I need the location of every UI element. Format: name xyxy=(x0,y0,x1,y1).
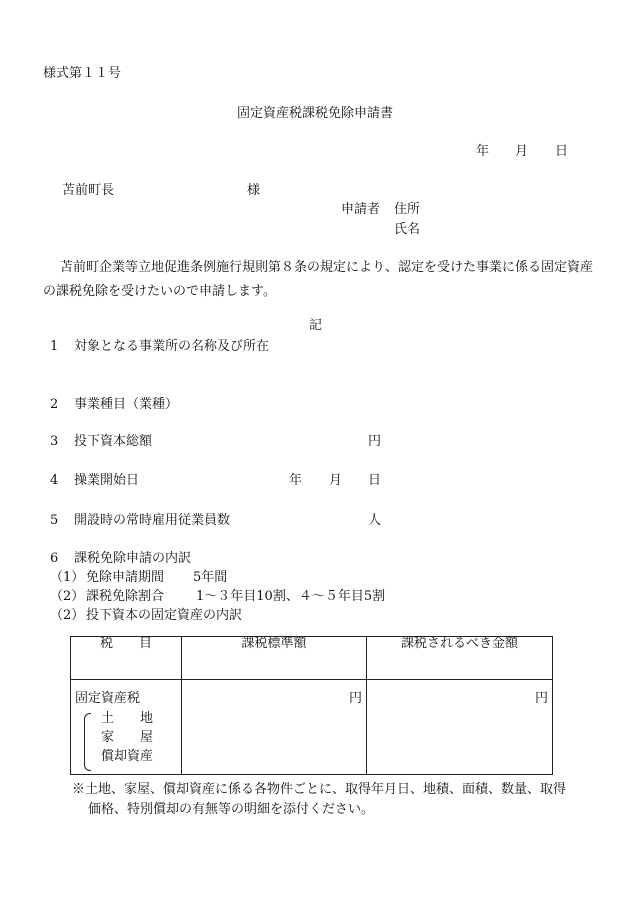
addressee-honorific: 様 xyxy=(247,183,261,198)
date-year: 年 xyxy=(476,144,490,159)
sub-item-2-label: 課税免除割合 xyxy=(86,589,165,604)
taxable-standard-cell[interactable] xyxy=(182,680,367,775)
note-line-2: 価格、特別償却の有無等の明細を添付ください。 xyxy=(88,802,375,817)
tax-amount-cell[interactable] xyxy=(367,680,553,775)
item-5-unit: 人 xyxy=(368,513,382,528)
sub-item-3-label: 投下資本の固定資産の内訳 xyxy=(86,608,243,623)
sub-item-1-number: （1） xyxy=(50,570,85,585)
item-3-unit: 円 xyxy=(368,434,382,449)
applicant-address-label: 住所 xyxy=(394,202,421,217)
date-month: 月 xyxy=(515,144,529,159)
applicant-name-label: 氏名 xyxy=(394,222,421,237)
item-6-label: 課税免除申請の内訳 xyxy=(74,551,192,566)
item-3-label: 投下資本総額 xyxy=(74,434,153,449)
form-number: 様式第１１号 xyxy=(43,66,122,81)
tax-item-cell xyxy=(71,680,182,775)
header-taxable-standard: 課税標準額 xyxy=(182,637,367,680)
yen-unit: 円 xyxy=(348,691,362,706)
item-1-label: 対象となる事業所の名称及び所在 xyxy=(74,339,270,354)
item-5-number: 5 xyxy=(50,513,59,528)
item-6-number: 6 xyxy=(50,551,59,566)
sub-item-1-label: 免除申請期間 xyxy=(86,570,165,585)
addressee-name: 苫前町長 xyxy=(62,183,115,198)
tax-name: 固定資産税 xyxy=(75,691,141,706)
date-day: 日 xyxy=(555,144,569,159)
sub-item-2-value: 1～３年目10割、４～５年目5割 xyxy=(196,589,386,604)
item-4-month: 月 xyxy=(329,473,343,488)
table-header-row xyxy=(71,637,553,680)
sub-item-3-number: （2） xyxy=(50,608,85,623)
sub-row-house: 家 屋 xyxy=(101,730,154,745)
item-4-year: 年 xyxy=(289,473,303,488)
sub-item-1-value: 5年間 xyxy=(193,570,228,585)
item-4-number: 4 xyxy=(50,473,59,488)
item-3-number: 3 xyxy=(50,434,59,449)
item-4-label: 操業開始日 xyxy=(74,473,140,488)
note-line-1: ※土地、家屋、償却資産に係る各物件ごとに、取得年月日、地積、面積、数量、取得 xyxy=(72,782,567,797)
item-1-number: 1 xyxy=(50,339,59,354)
ki-heading: 記 xyxy=(309,318,323,333)
sub-row-land: 土 地 xyxy=(101,711,154,726)
item-4-day: 日 xyxy=(368,473,382,488)
item-2-label: 事業種目（業種） xyxy=(74,397,179,412)
item-2-number: 2 xyxy=(50,397,59,412)
table-row xyxy=(71,680,553,775)
header-tax-amount: 課税されるべき金額 xyxy=(367,637,553,680)
application-body-text: 苫前町企業等立地促進条例施行規則第８条の規定により、認定を受けた事業に係る固定資産の課税免除を受けたいので申請します。 xyxy=(43,260,594,299)
page-title: 固定資産税課税免除申請書 xyxy=(236,106,393,121)
header-tax-item: 税 目 xyxy=(71,637,182,680)
sub-item-2-number: （2） xyxy=(50,589,85,604)
applicant-label: 申請者 xyxy=(341,202,381,217)
item-5-label: 開設時の常時雇用従業員数 xyxy=(74,513,231,528)
sub-row-depreciable-assets: 償却資産 xyxy=(101,749,154,764)
yen-unit: 円 xyxy=(534,691,548,706)
fixed-asset-table xyxy=(70,636,553,775)
bracket-mark xyxy=(84,713,91,771)
